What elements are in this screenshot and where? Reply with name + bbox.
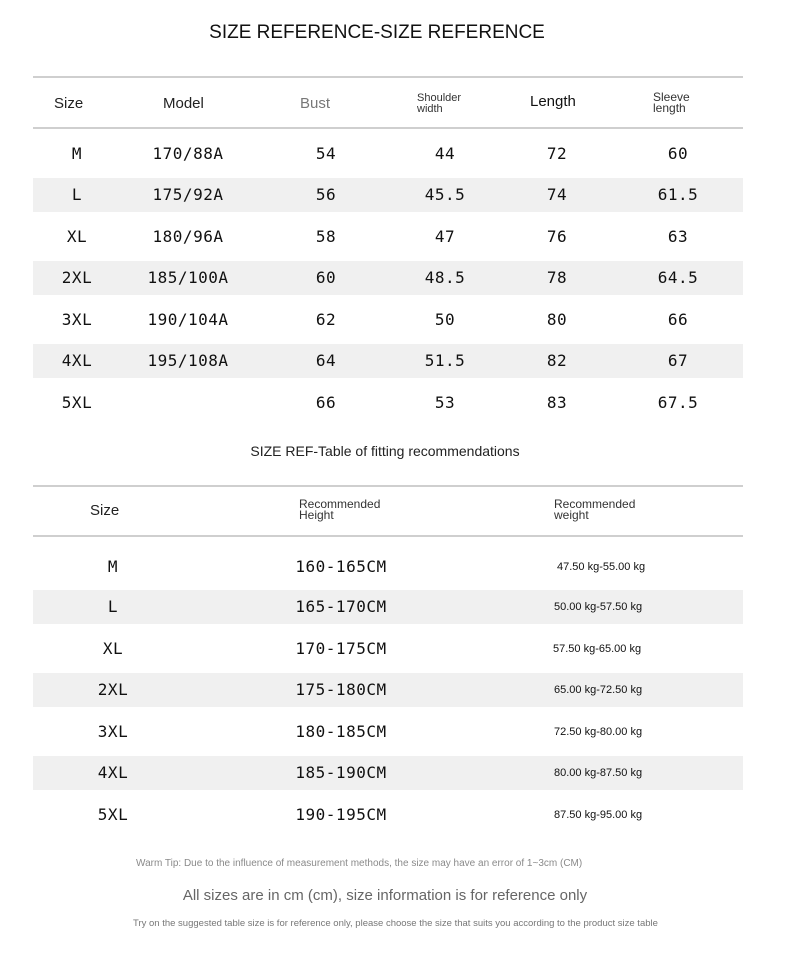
- header-sleeve-line2: length: [653, 101, 686, 115]
- table-row: [33, 261, 743, 295]
- table-row: [33, 178, 743, 212]
- cell-size: L: [71, 185, 83, 204]
- cell-size: XL: [66, 227, 88, 246]
- cell-length: 74: [546, 185, 568, 204]
- cell-sleeve: 63: [667, 227, 689, 246]
- table-row: [33, 632, 743, 666]
- cell-model: 195/108A: [147, 351, 229, 370]
- fit-header-size: Size: [90, 502, 120, 519]
- cell-sleeve: 67.5: [657, 393, 699, 412]
- cell-bust: 54: [315, 144, 337, 163]
- table-header-rule: [33, 127, 743, 129]
- header-shoulder-width: [417, 93, 461, 115]
- cell-height: 185-190CM: [295, 763, 387, 782]
- table-row: [33, 303, 743, 337]
- cell-size: M: [71, 144, 83, 163]
- cell-sleeve: 64.5: [657, 268, 699, 287]
- cell-bust: 66: [315, 393, 337, 412]
- table-row: [33, 756, 743, 790]
- cell-sleeve: 67: [667, 351, 689, 370]
- cell-sleeve: 66: [667, 310, 689, 329]
- cell-shoulder: 45.5: [424, 185, 466, 204]
- cell-size: 5XL: [61, 393, 93, 412]
- fit-header-weight: [554, 499, 635, 521]
- cell-sleeve: 60: [667, 144, 689, 163]
- header-bust: Bust: [300, 95, 331, 112]
- cell-length: 72: [546, 144, 568, 163]
- cell-size: L: [107, 597, 119, 616]
- cell-model: 190/104A: [147, 310, 229, 329]
- cell-bust: 60: [315, 268, 337, 287]
- cell-size: 2XL: [97, 680, 129, 699]
- table-row: [33, 590, 743, 624]
- table-row: [33, 798, 743, 832]
- cell-size: M: [107, 557, 119, 576]
- cell-length: 78: [546, 268, 568, 287]
- cell-bust: 64: [315, 351, 337, 370]
- table-row: [33, 220, 743, 254]
- cell-bust: 56: [315, 185, 337, 204]
- cell-weight: 47.50 kg-55.00 kg: [557, 561, 646, 573]
- cell-weight: 80.00 kg-87.50 kg: [554, 767, 643, 779]
- header-sleeve-length: [653, 92, 690, 114]
- cell-shoulder: 44: [434, 144, 456, 163]
- cell-weight: 65.00 kg-72.50 kg: [554, 684, 643, 696]
- table-row: [33, 673, 743, 707]
- cell-height: 180-185CM: [295, 722, 387, 741]
- fit-header-weight-line1: Recommended: [554, 497, 636, 511]
- fit-table-header-rule: [33, 535, 743, 537]
- warm-tip: Warm Tip: Due to the influence of measurement methods, the size may have an error of 1~3cm (CM): [136, 858, 583, 869]
- cell-shoulder: 51.5: [424, 351, 466, 370]
- cell-length: 76: [546, 227, 568, 246]
- header-size: Size: [54, 95, 84, 112]
- fit-header-height-line2: Height: [299, 508, 334, 522]
- cell-height: 170-175CM: [295, 639, 387, 658]
- header-sleeve-line1: Sleeve: [653, 90, 690, 104]
- cell-shoulder: 50: [434, 310, 456, 329]
- page-title: SIZE REFERENCE-SIZE REFERENCE: [209, 22, 545, 43]
- table-top-rule: [33, 76, 743, 78]
- fit-table-top-rule: [33, 485, 743, 487]
- cell-model: 175/92A: [152, 185, 224, 204]
- fit-table-title: SIZE REF-Table of fitting recommendations: [250, 443, 520, 459]
- cell-weight: 57.50 kg-65.00 kg: [553, 643, 642, 655]
- units-note: All sizes are in cm (cm), size information is for reference only: [182, 887, 588, 904]
- table-row: [33, 344, 743, 378]
- cell-size: 4XL: [97, 763, 129, 782]
- table-row: [33, 386, 743, 420]
- cell-shoulder: 48.5: [424, 268, 466, 287]
- table-row: [33, 715, 743, 749]
- cell-size: XL: [102, 639, 124, 658]
- cell-model: 185/100A: [147, 268, 229, 287]
- cell-length: 82: [546, 351, 568, 370]
- table-row: [33, 137, 743, 171]
- cell-length: 80: [546, 310, 568, 329]
- cell-shoulder: 53: [434, 393, 456, 412]
- fit-header-height-line1: Recommended: [299, 497, 381, 511]
- fit-header-height: [299, 499, 380, 521]
- cell-weight: 72.50 kg-80.00 kg: [554, 726, 643, 738]
- header-shoulder-line2: width: [417, 103, 443, 115]
- cell-size: 4XL: [61, 351, 93, 370]
- cell-size: 3XL: [61, 310, 93, 329]
- cell-bust: 62: [315, 310, 337, 329]
- header-shoulder-line1: Shoulder: [417, 92, 462, 104]
- table-row: [33, 550, 743, 584]
- cell-height: 190-195CM: [295, 805, 387, 824]
- cell-weight: 50.00 kg-57.50 kg: [554, 601, 643, 613]
- cell-height: 175-180CM: [295, 680, 387, 699]
- cell-height: 160-165CM: [295, 557, 387, 576]
- cell-model: 180/96A: [152, 227, 224, 246]
- footer-note: Try on the suggested table size is for reference only, please choose the size that suits you according to the product size table: [133, 918, 658, 929]
- cell-sleeve: 61.5: [657, 185, 699, 204]
- cell-size: 3XL: [97, 722, 129, 741]
- cell-shoulder: 47: [434, 227, 456, 246]
- header-model: Model: [163, 95, 204, 112]
- cell-model: 170/88A: [152, 144, 224, 163]
- cell-height: 165-170CM: [295, 597, 387, 616]
- cell-length: 83: [546, 393, 568, 412]
- fit-header-weight-line2: weight: [554, 508, 589, 522]
- cell-size: 5XL: [97, 805, 129, 824]
- cell-bust: 58: [315, 227, 337, 246]
- header-length: Length: [530, 93, 576, 110]
- cell-weight: 87.50 kg-95.00 kg: [554, 809, 643, 821]
- cell-size: 2XL: [61, 268, 93, 287]
